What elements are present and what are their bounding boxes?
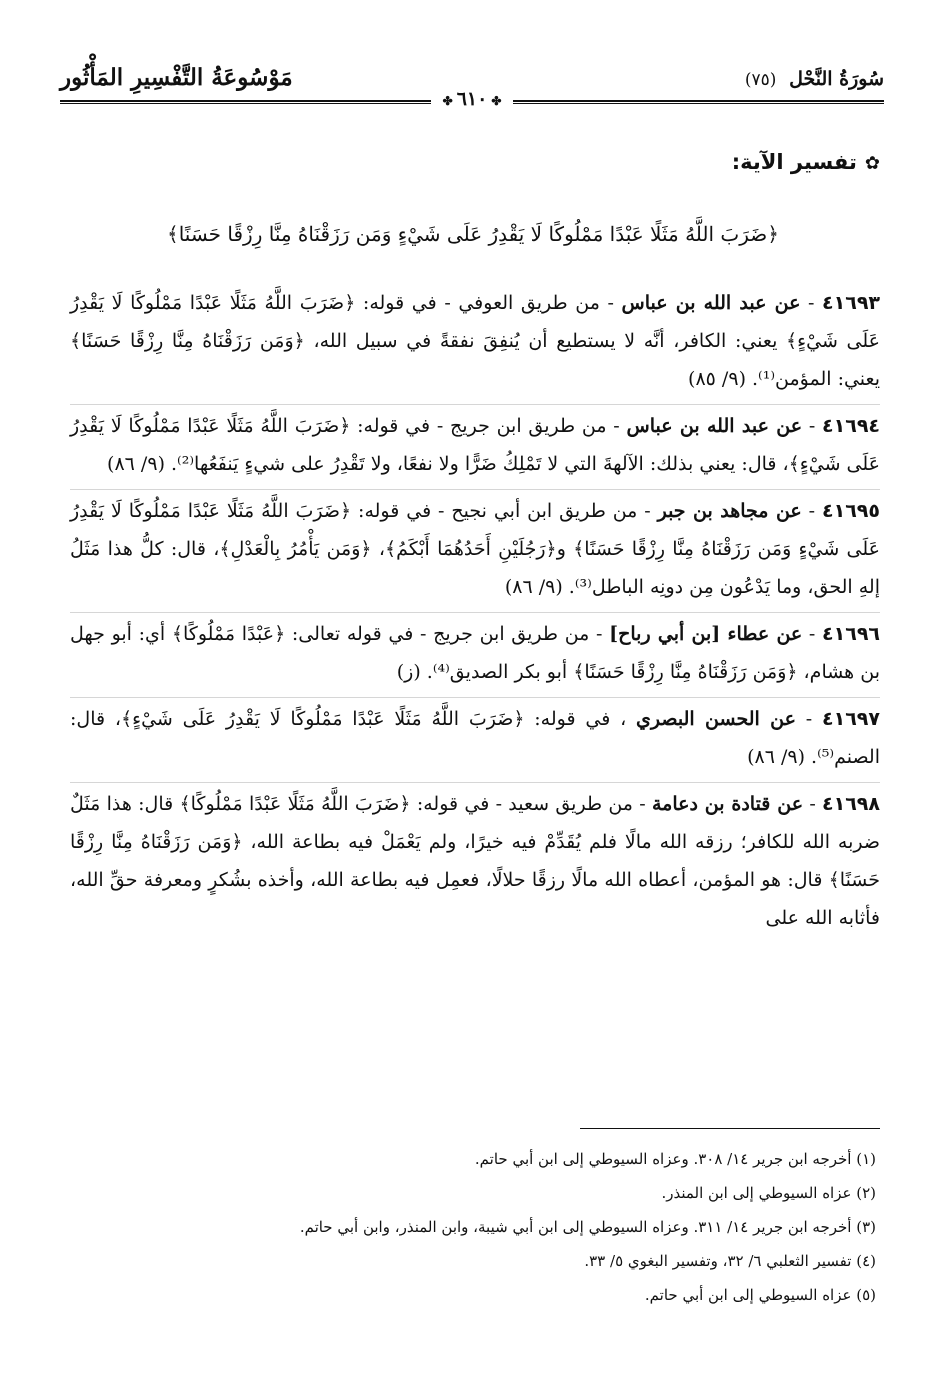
page-number-box <box>431 88 514 110</box>
narration-text: ، في قوله: ﴿ضَرَبَ اللَّهُ مَثَلًا عَبْدًا مَمْلُوكًا لَا يَقْدِرُ عَلَى شَيْءٍ﴾، قال: الصنم⁽⁵⁾. (٩/ ٨٦) <box>70 708 880 768</box>
narrator-source: عن مجاهد بن جبر <box>657 500 802 522</box>
ornament-icon: ✤ <box>442 94 453 108</box>
narration-number: ٤١٦٩٤ <box>822 415 881 437</box>
page-header <box>60 52 884 122</box>
ornament-icon: ✤ <box>491 94 502 108</box>
quran-verse: ﴿ضَرَبَ اللَّهُ مَثَلًا عَبْدًا مَمْلُوكًا لَا يَقْدِرُ عَلَى شَيْءٍ وَمَن رَزَقْنَاهُ مِنَّا رِزْقًا حَسَنًا﴾ <box>166 222 779 246</box>
narration-text: - من طريق ابن أبي نجيح - في قوله: ﴿ضَرَبَ اللَّهُ مَثَلًا عَبْدًا مَمْلُوكًا لَا يَقْدِرُ عَلَى شَيْءٍ وَمَن رَزَقْنَاهُ مِنَّا رِزْقًا حَسَنًا﴾ و﴿رَجُلَيْنِ أَحَدُهُمَا أَبْكَمُ﴾، ﴿وَمَن يَأْمُرُ بِالْعَدْلِ﴾، قال: كلُّ هذا مَثَلُ إلهِ الحق، وما يَدْعُون مِن دونِه الباطل⁽³⁾. (٩/ ٨٦) <box>70 500 880 598</box>
section-title-text: تفسير الآية: <box>731 150 857 174</box>
section-heading <box>732 150 880 174</box>
narration-number: ٤١٦٩٨ <box>822 793 880 815</box>
footnote: (١) أخرجه ابن جرير ١٤/ ٣٠٨. وعزاه السيوطي إلى ابن أبي حاتم. <box>474 1150 876 1168</box>
narration-number: ٤١٦٩٣ <box>822 292 881 314</box>
footnote: (٣) أخرجه ابن جرير ١٤/ ٣١١. وعزاه السيوطي إلى ابن أبي شيبة، وابن المنذر، وابن أبي حاتم. <box>299 1218 876 1236</box>
narrator-source: عن عبد الله بن عباس <box>626 415 803 437</box>
surah-title: سُورَةُ النَّحْل <box>789 68 884 90</box>
narrator-source: عن الحسن البصري <box>636 708 796 730</box>
narrator-source: عن عبد الله بن عباس <box>621 292 801 314</box>
footnote: (٤) تفسير الثعلبي ٦/ ٣٢، وتفسير البغوي ٥/ ٣٣. <box>584 1252 876 1270</box>
narration-number: ٤١٦٩٦ <box>822 623 881 645</box>
running-head-surah <box>745 68 884 90</box>
narration-text: - من طريق ابن جريج - في قوله تعالى: ﴿عَبْدًا مَمْلُوكًا﴾ أي: أبو جهل بن هشام، ﴿وَمَن رَزَقْنَاهُ مِنَّا رِزْقًا حَسَنًا﴾ أبو بكر الصديق⁽⁴⁾. (ز) <box>70 623 880 683</box>
running-head-book-title: مَوْسُوعَةُ التَّفْسِيرِ المَأْثُور <box>60 64 293 91</box>
narration-entry: ٤١٦٩٨ - عن قتادة بن دعامة - من طريق سعيد - في قوله: ﴿ضَرَبَ اللَّهُ مَثَلًا عَبْدًا مَمْلُوكًا﴾ قال: هذا مَثَلٌ ضربه الله للكافر؛ رزقه الله مالًا فلم يُقَدِّمْ فيه خيرًا، ولم يَعْمَلْ فيه بطاعة الله، ﴿وَمَن رَزَقْنَاهُ مِنَّا رِزْقًا حَسَنًا﴾ قال: هو المؤمن، أعطاه الله مالًا رزقًا حلالًا، فعمِل فيه بطاعة الله، وأخذه بشُكرٍ ومعرفة حقِّ الله، فأثابه الله على <box>70 793 880 929</box>
flower-ornament-icon: ✿ <box>864 153 880 174</box>
narration-number: ٤١٦٩٧ <box>822 708 880 730</box>
footnotes <box>70 1142 876 1312</box>
narration-text: - من طريق سعيد - في قوله: ﴿ضَرَبَ اللَّهُ مَثَلًا عَبْدًا مَمْلُوكًا﴾ قال: هذا مَثَلٌ ضربه الله للكافر؛ رزقه الله مالًا فلم يُقَدِّمْ فيه خيرًا، ولم يَعْمَلْ فيه بطاعة الله، ﴿وَمَن رَزَقْنَاهُ مِنَّا رِزْقًا حَسَنًا﴾ قال: هو المؤمن، أعطاه الله مالًا رزقًا حلالًا، فعمِل فيه بطاعة الله، وأخذه بشُكرٍ ومعرفة حقِّ الله، فأثابه الله على <box>70 793 880 929</box>
page-number: ٦١٠ <box>456 88 488 110</box>
footnote: (٥) عزاه السيوطي إلى ابن أبي حاتم. <box>644 1286 876 1304</box>
narrator-source: عن عطاء [بن أبي رباح] <box>609 623 803 645</box>
narration-text: - من طريق العوفي - في قوله: ﴿ضَرَبَ اللَّهُ مَثَلًا عَبْدًا مَمْلُوكًا لَا يَقْدِرُ عَلَى شَيْءٍ﴾ يعني: الكافر، أنَّه لا يستطيع أن يُنفِقَ نفقةً في سبيل الله، ﴿وَمَن رَزَقْنَاهُ مِنَّا رِزْقًا حَسَنًا﴾ يعني: المؤمن⁽¹⁾. (٩/ ٨٥) <box>70 292 880 390</box>
narration-entry: ٤١٦٩٤ - عن عبد الله بن عباس - من طريق ابن جريج - في قوله: ﴿ضَرَبَ اللَّهُ مَثَلًا عَبْدًا مَمْلُوكًا لَا يَقْدِرُ عَلَى شَيْءٍ﴾، قال: يعني بذلك: الآلهةَ التي لا تَمْلِكُ ضَرًّا ولا نفعًا، ولا تَقْدِرُ على شيءٍ يَنفَعُها⁽²⁾. (٩/ ٨٦) <box>70 405 880 490</box>
narration-entry: ٤١٦٩٥ - عن مجاهد بن جبر - من طريق ابن أبي نجيح - في قوله: ﴿ضَرَبَ اللَّهُ مَثَلًا عَبْدًا مَمْلُوكًا لَا يَقْدِرُ عَلَى شَيْءٍ وَمَن رَزَقْنَاهُ مِنَّا رِزْقًا حَسَنًا﴾ و﴿رَجُلَيْنِ أَحَدُهُمَا أَبْكَمُ﴾، ﴿وَمَن يَأْمُرُ بِالْعَدْلِ﴾، قال: كلُّ هذا مَثَلُ إلهِ الحق، وما يَدْعُون مِن دونِه الباطل⁽³⁾. (٩/ ٨٦) <box>70 490 880 613</box>
narration-number: ٤١٦٩٥ <box>822 500 880 522</box>
footnote-rule <box>580 1128 880 1129</box>
footnote: (٢) عزاه السيوطي إلى ابن المنذر. <box>661 1184 876 1202</box>
narration-list <box>70 282 880 943</box>
narration-entry: ٤١٦٩٦ - عن عطاء [بن أبي رباح] - من طريق ابن جريج - في قوله تعالى: ﴿عَبْدًا مَمْلُوكًا﴾ أي: أبو جهل بن هشام، ﴿وَمَن رَزَقْنَاهُ مِنَّا رِزْقًا حَسَنًا﴾ أبو بكر الصديق⁽⁴⁾. (ز) <box>70 613 880 698</box>
narrator-source: عن قتادة بن دعامة <box>651 793 804 815</box>
narration-text: - من طريق ابن جريج - في قوله: ﴿ضَرَبَ اللَّهُ مَثَلًا عَبْدًا مَمْلُوكًا لَا يَقْدِرُ عَلَى شَيْءٍ﴾، قال: يعني بذلك: الآلهةَ التي لا تَمْلِكُ ضَرًّا ولا نفعًا، ولا تَقْدِرُ على شيءٍ يَنفَعُها⁽²⁾. (٩/ ٨٦) <box>70 415 880 475</box>
narration-entry: ٤١٦٩٧ - عن الحسن البصري ، في قوله: ﴿ضَرَبَ اللَّهُ مَثَلًا عَبْدًا مَمْلُوكًا لَا يَقْدِرُ عَلَى شَيْءٍ﴾، قال: الصنم⁽⁵⁾. (٩/ ٨٦) <box>70 698 880 783</box>
verse-range: (٧٥) <box>744 70 777 90</box>
narration-entry: ٤١٦٩٣ - عن عبد الله بن عباس - من طريق العوفي - في قوله: ﴿ضَرَبَ اللَّهُ مَثَلًا عَبْدًا مَمْلُوكًا لَا يَقْدِرُ عَلَى شَيْءٍ﴾ يعني: الكافر، أنَّه لا يستطيع أن يُنفِقَ نفقةً في سبيل الله، ﴿وَمَن رَزَقْنَاهُ مِنَّا رِزْقًا حَسَنًا﴾ يعني: المؤمن⁽¹⁾. (٩/ ٨٥) <box>70 282 880 405</box>
